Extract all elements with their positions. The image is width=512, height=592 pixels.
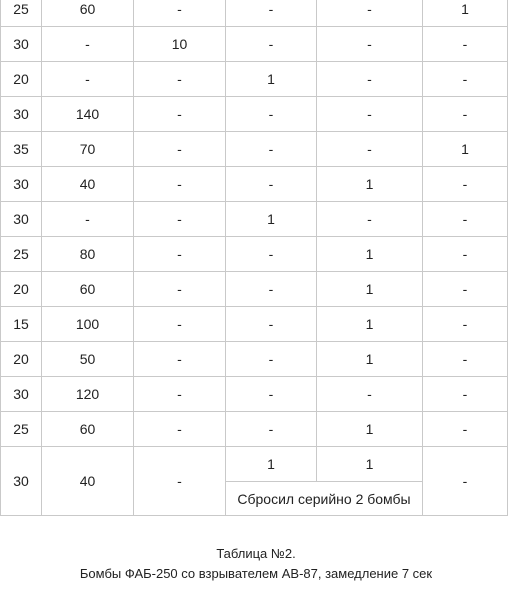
table-cell: - xyxy=(134,412,226,447)
table-row xyxy=(1,132,508,167)
table-cell: - xyxy=(317,27,423,62)
table-cell: 10 xyxy=(134,27,226,62)
table-row xyxy=(1,0,508,27)
table-row xyxy=(1,167,508,202)
table-cell: 50 xyxy=(42,342,134,377)
table-cell: - xyxy=(226,307,317,342)
table-body xyxy=(1,0,508,516)
table-cell: 30 xyxy=(1,202,42,237)
table-row xyxy=(1,237,508,272)
table-row xyxy=(1,342,508,377)
table-cell: - xyxy=(226,132,317,167)
table-cell: - xyxy=(226,342,317,377)
table-cell: 30 xyxy=(1,447,42,516)
table-cell: 15 xyxy=(1,307,42,342)
table-cell: 140 xyxy=(42,97,134,132)
table-cell: 1 xyxy=(317,342,423,377)
table-cell: 30 xyxy=(1,97,42,132)
table-cell: - xyxy=(423,272,508,307)
table-cell: - xyxy=(226,412,317,447)
table-row-last xyxy=(1,447,508,482)
table-cell: 25 xyxy=(1,412,42,447)
table-row xyxy=(1,27,508,62)
table-cell: 30 xyxy=(1,377,42,412)
table-cell: - xyxy=(134,62,226,97)
table-row xyxy=(1,202,508,237)
table-cell: 1 xyxy=(423,0,508,27)
table-row xyxy=(1,307,508,342)
table-cell: - xyxy=(423,377,508,412)
table-cell: - xyxy=(226,377,317,412)
table-cell: - xyxy=(134,342,226,377)
table-cell: - xyxy=(317,377,423,412)
table-cell: - xyxy=(317,62,423,97)
table-cell: 100 xyxy=(42,307,134,342)
table-cell: - xyxy=(134,237,226,272)
table-cell: - xyxy=(423,167,508,202)
table-cell: - xyxy=(423,27,508,62)
table-cell: - xyxy=(317,0,423,27)
table-cell: 1 xyxy=(226,202,317,237)
table-cell: 1 xyxy=(317,307,423,342)
table-cell: - xyxy=(423,97,508,132)
table-cell: 1 xyxy=(423,132,508,167)
table-cell: - xyxy=(226,97,317,132)
table-cell: 1 xyxy=(226,62,317,97)
table-cell: 20 xyxy=(1,342,42,377)
table-cell: 30 xyxy=(1,27,42,62)
table-cell: - xyxy=(226,27,317,62)
table-cell: - xyxy=(423,202,508,237)
table-cell: 60 xyxy=(42,272,134,307)
table-cell: 70 xyxy=(42,132,134,167)
table-cell: 20 xyxy=(1,62,42,97)
table-cell: - xyxy=(42,27,134,62)
table-row xyxy=(1,377,508,412)
table-cell: 60 xyxy=(42,412,134,447)
table-cell: 1 xyxy=(226,447,317,482)
table-cell: 30 xyxy=(1,167,42,202)
table-cell: - xyxy=(423,412,508,447)
table-cell: - xyxy=(317,97,423,132)
table-cell: - xyxy=(226,0,317,27)
table-caption-title: Таблица №2. xyxy=(216,546,296,561)
table-cell: 1 xyxy=(317,412,423,447)
table-cell: - xyxy=(226,272,317,307)
table-cell: - xyxy=(42,202,134,237)
table-cell: 25 xyxy=(1,237,42,272)
table-cell: - xyxy=(317,132,423,167)
table-cell: - xyxy=(134,202,226,237)
table-cell: - xyxy=(134,307,226,342)
table-cell: - xyxy=(226,237,317,272)
table-row xyxy=(1,412,508,447)
table-cell: 120 xyxy=(42,377,134,412)
table-cell: - xyxy=(423,342,508,377)
table-cell: 1 xyxy=(317,237,423,272)
table-cell: - xyxy=(134,272,226,307)
table-cell: 25 xyxy=(1,0,42,27)
table-cell: 40 xyxy=(42,167,134,202)
table-caption-description: Бомбы ФАБ-250 со взрывателем АВ-87, замедление 7 сек xyxy=(79,566,433,581)
table-cell: - xyxy=(134,167,226,202)
table-cell: - xyxy=(423,307,508,342)
table-cell: 35 xyxy=(1,132,42,167)
table-cell: - xyxy=(317,202,423,237)
table-cell: - xyxy=(423,62,508,97)
table-cell: - xyxy=(134,132,226,167)
table-note-cell: Сбросил серийно 2 бомбы xyxy=(226,482,423,516)
table-cell: - xyxy=(134,97,226,132)
table-cell: - xyxy=(42,62,134,97)
table-cell: 1 xyxy=(317,167,423,202)
table-cell: 60 xyxy=(42,0,134,27)
table-row xyxy=(1,62,508,97)
table-cell: - xyxy=(134,0,226,27)
table-cell: - xyxy=(423,447,508,516)
table-cell: 40 xyxy=(42,447,134,516)
table-cell: 1 xyxy=(317,272,423,307)
table-cell: 1 xyxy=(317,447,423,482)
table-cell: - xyxy=(226,167,317,202)
table-cell: - xyxy=(134,447,226,516)
table-cell: 20 xyxy=(1,272,42,307)
table-row xyxy=(1,272,508,307)
table-row xyxy=(1,97,508,132)
table-cell: - xyxy=(134,377,226,412)
table-cell: 80 xyxy=(42,237,134,272)
table-cell: - xyxy=(423,237,508,272)
